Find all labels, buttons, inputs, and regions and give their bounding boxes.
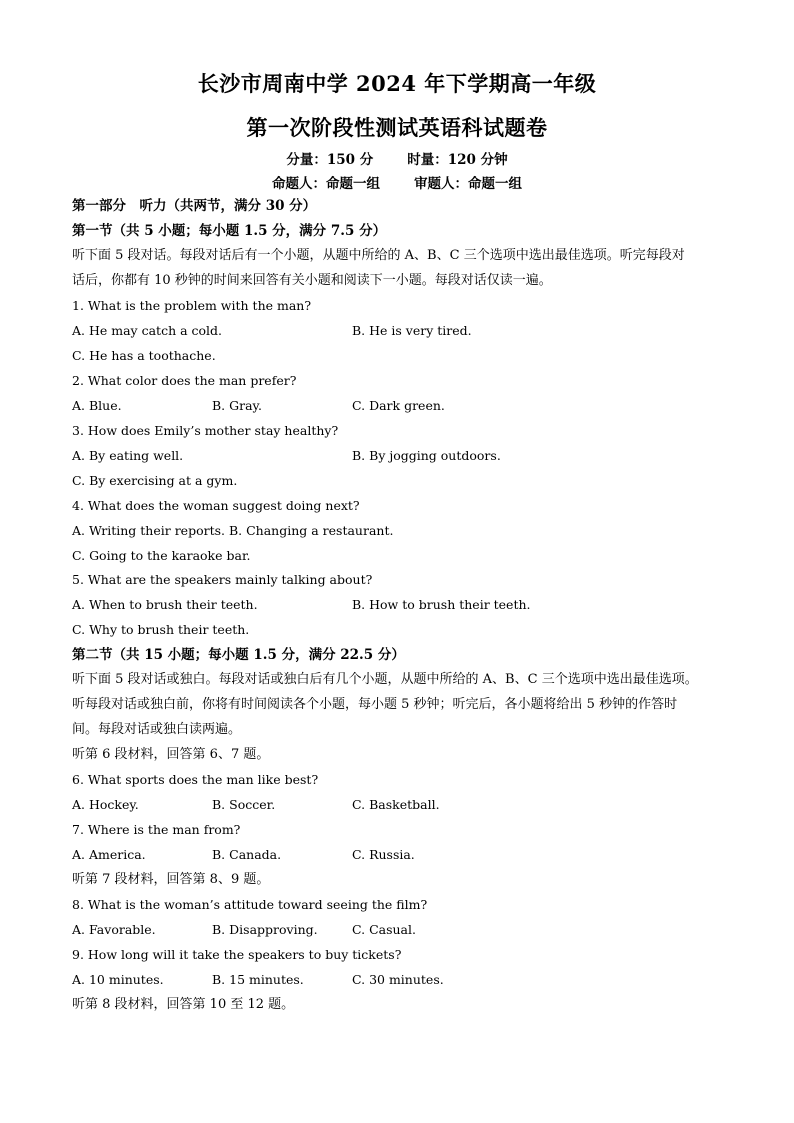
option-a: A. 10 minutes. [72,972,164,987]
section2-instruction: 听每段对话或独白前，你将有时间阅读各个小题，每小题 5 秒钟；听完后，各小题将给出 5 秒钟的作答时 [72,697,678,712]
question-stem: 5. What are the speakers mainly talking about? [72,572,373,587]
question-stem: 7. Where is the man from? [72,822,241,837]
section1-instruction: 听下面 5 段对话。每段对话后有一个小题，从题中所给的 A、B、C 三个选项中选出最佳选项。听完每段对 [72,248,685,263]
option-b: B. He is very tired. [352,323,472,338]
option-c: C. Basketball. [352,797,440,812]
exam-meta-line1 [0,148,794,168]
option-c: C. Going to the karaoke bar. [72,548,251,563]
part1-heading: 第一部分 听力（共两节，满分 30 分） [72,198,317,214]
option-a: A. Hockey. [72,797,139,812]
option-b: B. Canada. [212,847,282,862]
option-c: C. Russia. [352,847,415,862]
option-a: A. By eating well. [72,448,184,463]
reviewer-info: 审题人：命题一组 [414,176,522,192]
exam-subtitle: 第一次阶段性测试英语科试题卷 [246,115,548,140]
section2-instruction: 间。每段对话或独白读两遍。 [72,722,242,737]
option-c: C. He has a toothache. [72,348,216,363]
option-b: B. Gray. [212,398,262,413]
exam-meta-line2 [0,172,794,192]
material-note: 听第 7 段材料，回答第 8、9 题。 [72,872,270,887]
option-b: B. How to brush their teeth. [352,597,531,612]
section1-instruction: 话后，你都有 10 秒钟的时间来回答有关小题和阅读下一小题。每段对话仅读一遍。 [72,273,552,288]
option-b: B. Disapproving. [212,922,318,937]
option-a-b: A. Writing their reports. B. Changing a restaurant. [72,523,394,538]
option-b: B. By jogging outdoors. [352,448,501,463]
section2-instruction: 听下面 5 段对话或独白。每段对话或独白后有几个小题，从题中所给的 A、B、C 三个选项中选出最佳选项。 [72,672,698,687]
setter-info: 命题人：命题一组 [272,176,380,192]
material-note: 听第 8 段材料，回答第 10 至 12 题。 [72,997,295,1012]
time-info: 时量：120 分钟 [407,152,508,168]
option-a: A. America. [72,847,146,862]
option-c: C. 30 minutes. [352,972,444,987]
question-stem: 8. What is the woman’s attitude toward seeing the film? [72,897,428,912]
question-stem: 1. What is the problem with the man? [72,298,312,313]
option-b: B. Soccer. [212,797,276,812]
option-c: C. By exercising at a gym. [72,473,238,488]
option-c: C. Dark green. [352,398,445,413]
question-stem: 3. How does Emily’s mother stay healthy? [72,423,339,438]
exam-title: 长沙市周南中学 2024 年下学期高一年级 [197,71,597,96]
score-info: 分量：150 分 [286,152,374,168]
question-stem: 6. What sports does the man like best? [72,772,319,787]
option-c: C. Casual. [352,922,416,937]
section1-heading: 第一节（共 5 小题；每小题 1.5 分，满分 7.5 分） [72,223,387,239]
option-b: B. 15 minutes. [212,972,304,987]
question-stem: 9. How long will it take the speakers to buy tickets? [72,947,402,962]
option-a: A. Blue. [72,398,122,413]
material-note: 听第 6 段材料，回答第 6、7 题。 [72,747,270,762]
section2-heading: 第二节（共 15 小题；每小题 1.5 分，满分 22.5 分） [72,647,405,663]
option-a: A. He may catch a cold. [72,323,223,338]
option-a: A. When to brush their teeth. [72,597,258,612]
option-c: C. Why to brush their teeth. [72,622,250,637]
option-a: A. Favorable. [72,922,156,937]
question-stem: 2. What color does the man prefer? [72,373,297,388]
question-stem: 4. What does the woman suggest doing next? [72,498,360,513]
